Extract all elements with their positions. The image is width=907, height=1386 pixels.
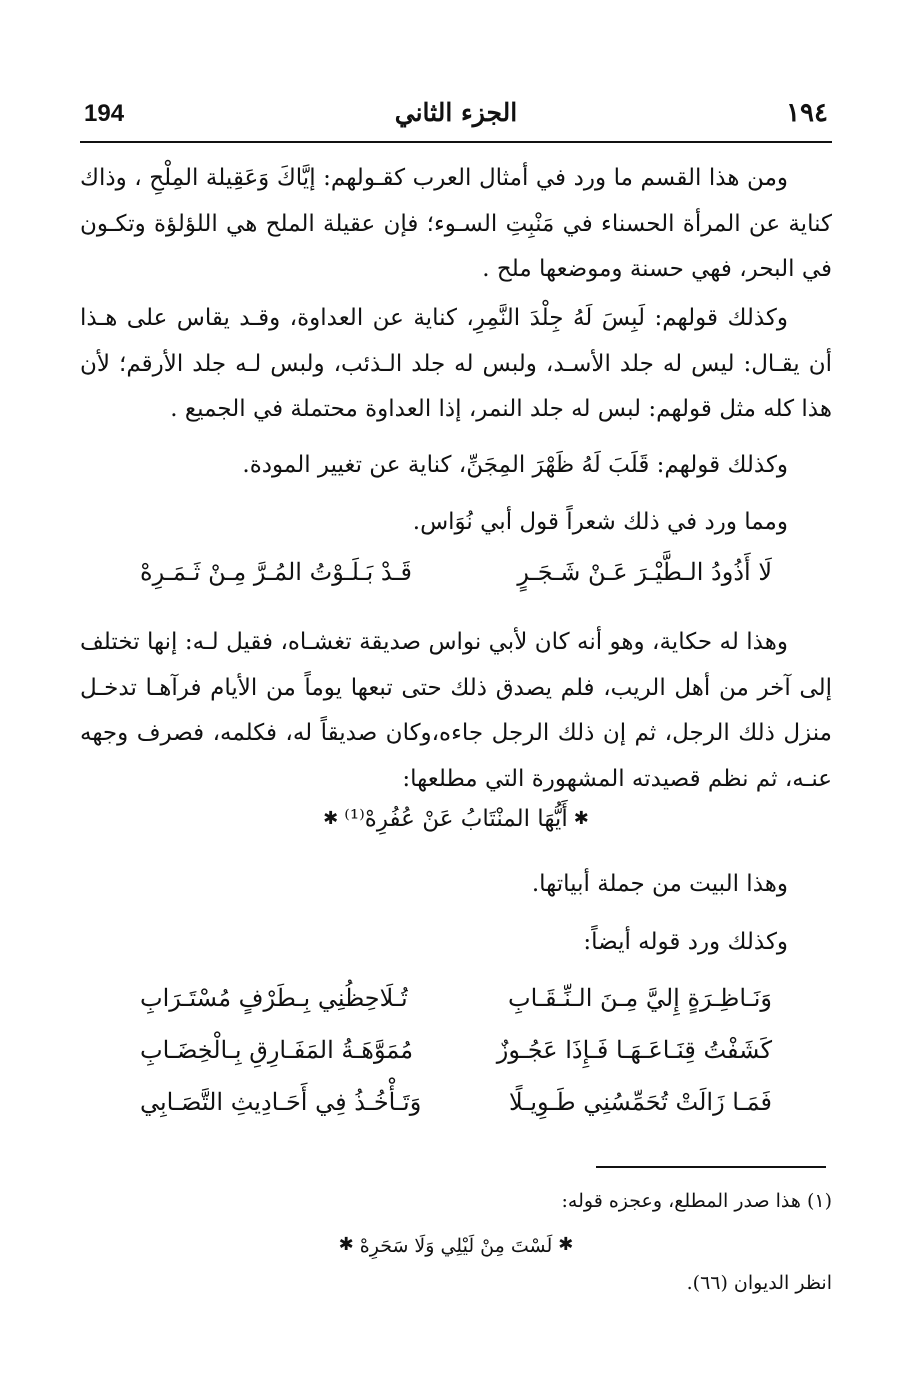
opening-verse-text: أَيُّهَا المنْتَابُ عَنْ عُفُرِهْ⁽¹⁾: [344, 806, 568, 832]
paragraph-3-text: وكذلك قولهم: قَلَبَ لَهُ ظَهْرَ المِجَنِّ، كناية عن تغيير المودة.: [242, 452, 788, 478]
star-ornament-icon: ✱: [573, 808, 589, 829]
verse-4-first-hemistich: فَمَـا زَالَتْ تُحَمِّسُنِي طَـوِيـلًا: [509, 1088, 772, 1116]
paragraph-1: [80, 156, 832, 293]
footnote-rule: [596, 1166, 826, 1168]
footnote-1-text: (١) هذا صدر المطلع، وعجزه قوله:: [561, 1190, 832, 1212]
header-rule: [80, 141, 832, 143]
verse-line-2: [80, 978, 832, 1026]
verse-line-4: [80, 1082, 832, 1130]
paragraph-7-text: وكذلك ورد قوله أيضاً:: [583, 929, 788, 955]
verse-1-second-hemistich: قَـدْ بَـلَـوْتُ المُـرَّ مِـنْ ثَـمَـرِهْ: [140, 558, 413, 586]
footnote-verse: [80, 1234, 832, 1257]
page-number-arabic: ١٩٤: [786, 98, 828, 128]
verse-3-first-hemistich: كَشَفْتُ قِنَـاعَـهَـا فَـإِذَا عَجُـوزٌ: [496, 1036, 772, 1064]
footnote-1: [80, 1190, 832, 1212]
verse-line-1: [80, 552, 832, 600]
paragraph-4: [80, 500, 832, 546]
verse-2-first-hemistich: وَنَـاظِـرَةٍ إِليَّ مِـنَ الـنِّـقَـابِ: [508, 984, 772, 1012]
star-ornament-icon: ✱: [323, 808, 339, 829]
footnote-reference: [80, 1272, 832, 1294]
opening-verse: [80, 806, 832, 832]
running-title: الجزء الثاني: [394, 98, 518, 127]
paragraph-5: [80, 620, 832, 802]
page-header: [80, 96, 832, 140]
paragraph-6: [80, 862, 832, 908]
page-number-latin: 194: [84, 100, 125, 127]
verse-3-second-hemistich: مُمَوَّهَـةُ المَفَـارِقِ بِـالْخِضَـابِ: [140, 1036, 414, 1064]
paragraph-6-text: وهذا البيت من جملة أبياتها.: [531, 871, 788, 897]
verse-1-first-hemistich: لَا أَذُودُ الـطَّيْـرَ عَـنْ شَـجَـرٍ: [517, 558, 772, 586]
footnote-verse-text: لَسْتَ مِنْ لَيْلِي وَلَا سَحَرِهْ: [359, 1235, 553, 1257]
paragraph-2: [80, 296, 832, 433]
paragraph-7: [80, 920, 832, 966]
paragraph-4-text: ومما ورد في ذلك شعراً قول أبي نُوَاس.: [412, 509, 788, 535]
verse-line-3: [80, 1030, 832, 1078]
paragraph-1-text: ومن هذا القسم ما ورد في أمثال العرب كقـولهم: إيَّاكَ وَعَقِيلة المِلْحِ ، وذاك كناية عن المرأة الحسناء في مَنْبِتِ السـوء؛ فإن عقيلة الملح هي اللؤلؤة وتكـون في البحر، فهي حسنة وموضعها ملح .: [80, 165, 832, 282]
paragraph-5-text: وهذا له حكاية، وهو أنه كان لأبي نواس صديقة تغشـاه، فقيل لـه: إنها تختلف إلى آخر من أهل الريب، فلم يصدق ذلك حتى تبعها يوماً من الأيام فرآهـا تدخـل منزل ذلك الرجل، ثم إن ذلك الرجل جاءه،وكان صديقاً له، فكلمه، فصرف وجهه عنـه، ثم نظم قصيدته المشهورة التي مطلعها:: [80, 629, 832, 792]
verse-2-second-hemistich: تُـلَاحِظُنِي بِـطَرْفٍ مُسْتَـرَابِ: [140, 984, 408, 1012]
star-ornament-icon: ✱: [338, 1234, 354, 1255]
footnote-reference-text: انظر الديوان (٦٦).: [686, 1272, 832, 1294]
paragraph-2-text: وكذلك قولهم: لَبِسَ لَهُ جِلْدَ النَّمِرِ، كناية عن العداوة، وقـد يقاس على هـذا أن يقـال: ليس له جلد الأسـد، ولبس له جلد الـذئب، ولبس لـه جلد الأرقم؛ لأن هذا كله مثل قولهم: لبس له جلد النمر، إذا العداوة محتملة في الجميع .: [80, 305, 832, 422]
star-ornament-icon: ✱: [558, 1234, 574, 1255]
paragraph-3: [80, 443, 832, 489]
verse-4-second-hemistich: وَتَـأْخُـذُ فِي أَحَـادِيثِ التَّصَـابِي: [140, 1088, 422, 1116]
